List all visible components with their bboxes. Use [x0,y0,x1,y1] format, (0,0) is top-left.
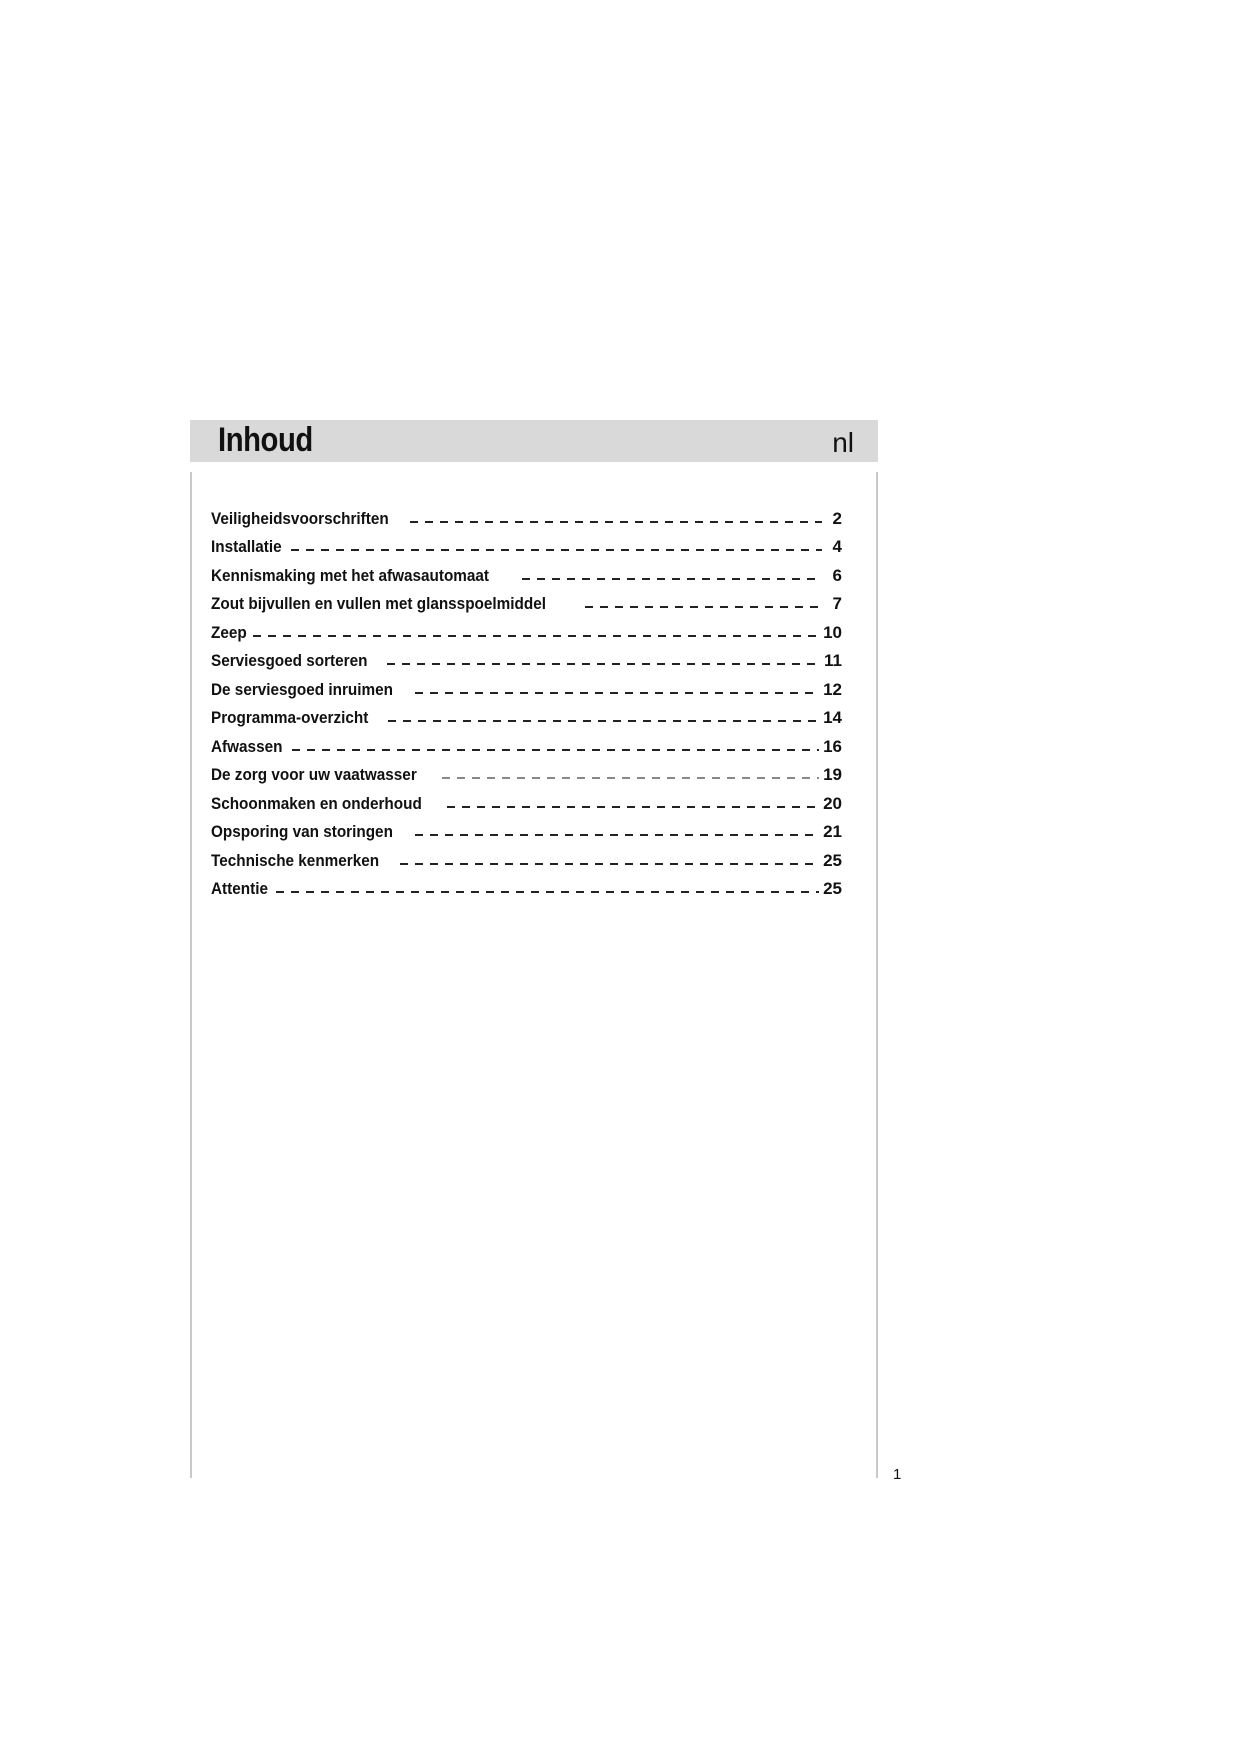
toc-entry[interactable] [211,614,842,643]
page-number: 1 [893,1466,902,1483]
page-title: Inhoud [218,421,313,459]
toc-entry-page: 11 [824,651,842,670]
toc-entry[interactable] [211,500,842,529]
toc-entry-page: 4 [832,537,842,556]
toc-entry[interactable] [211,842,842,871]
toc-entry-label: Technische kenmerken [211,850,380,870]
toc-entry-label: Programma-overzicht [211,708,369,727]
toc-entry-page: 6 [832,565,842,585]
toc-entry-label: De zorg voor uw vaatwasser [211,765,417,784]
toc-entry-label: Attentie [211,879,268,898]
toc-entry[interactable] [211,700,842,729]
toc-entry-label: De serviesgoed inruimen [211,679,393,699]
toc-entry-label: Afwassen [211,736,283,756]
left-margin-rule [190,472,192,1478]
toc-entry[interactable] [211,529,842,558]
toc-entry[interactable] [211,643,842,672]
toc-entry-label: Kennismaking met het afwasautomaat [211,565,490,585]
toc-entry-page: 19 [823,765,842,784]
toc-entry-page: 25 [823,850,842,870]
toc-entry-page: 2 [832,508,842,528]
toc-entry-label: Zeep [211,622,247,642]
toc-entry[interactable] [211,557,842,586]
toc-entry-page: 10 [823,622,842,642]
toc-entry[interactable] [211,728,842,757]
toc-leader [291,549,822,551]
toc-entry[interactable] [211,586,842,615]
toc-entry-page: 12 [823,679,842,699]
toc-entry-page: 25 [823,879,842,898]
toc-entry-page: 7 [832,594,842,613]
toc-leader [388,720,819,722]
toc-entry-label: Serviesgoed sorteren [211,651,368,670]
toc-entry[interactable] [211,814,842,843]
toc-entry-label: Veiligheidsvoorschriften [211,508,389,528]
right-margin-rule [876,472,878,1478]
toc-entry[interactable] [211,671,842,700]
toc-entry[interactable] [211,871,842,900]
toc-leader [253,635,819,637]
toc-entry-label: Zout bijvullen en vullen met glansspoelmiddel [211,594,546,613]
toc-entry-label: Installatie [211,537,282,556]
language-code: nl [832,427,854,458]
toc-leader [585,606,822,608]
toc-entry[interactable] [211,785,842,814]
toc-leader [447,806,819,808]
toc-leader [415,692,819,694]
toc-leader [410,521,822,523]
toc-leader [387,663,820,665]
toc-entry-page: 14 [823,708,842,727]
toc-entry-page: 16 [823,736,842,756]
toc-entry[interactable] [211,757,842,786]
toc-leader [400,863,819,865]
toc-entry-label: Schoonmaken en onderhoud [211,793,422,813]
toc-entry-page: 20 [823,793,842,813]
toc-leader [276,891,819,893]
table-of-contents [211,500,842,899]
toc-leader [292,749,819,751]
toc-leader [415,834,819,836]
toc-leader [522,578,822,580]
toc-entry-page: 21 [823,822,842,841]
toc-leader [442,777,819,779]
toc-entry-label: Opsporing van storingen [211,822,393,841]
section-header [190,420,878,462]
